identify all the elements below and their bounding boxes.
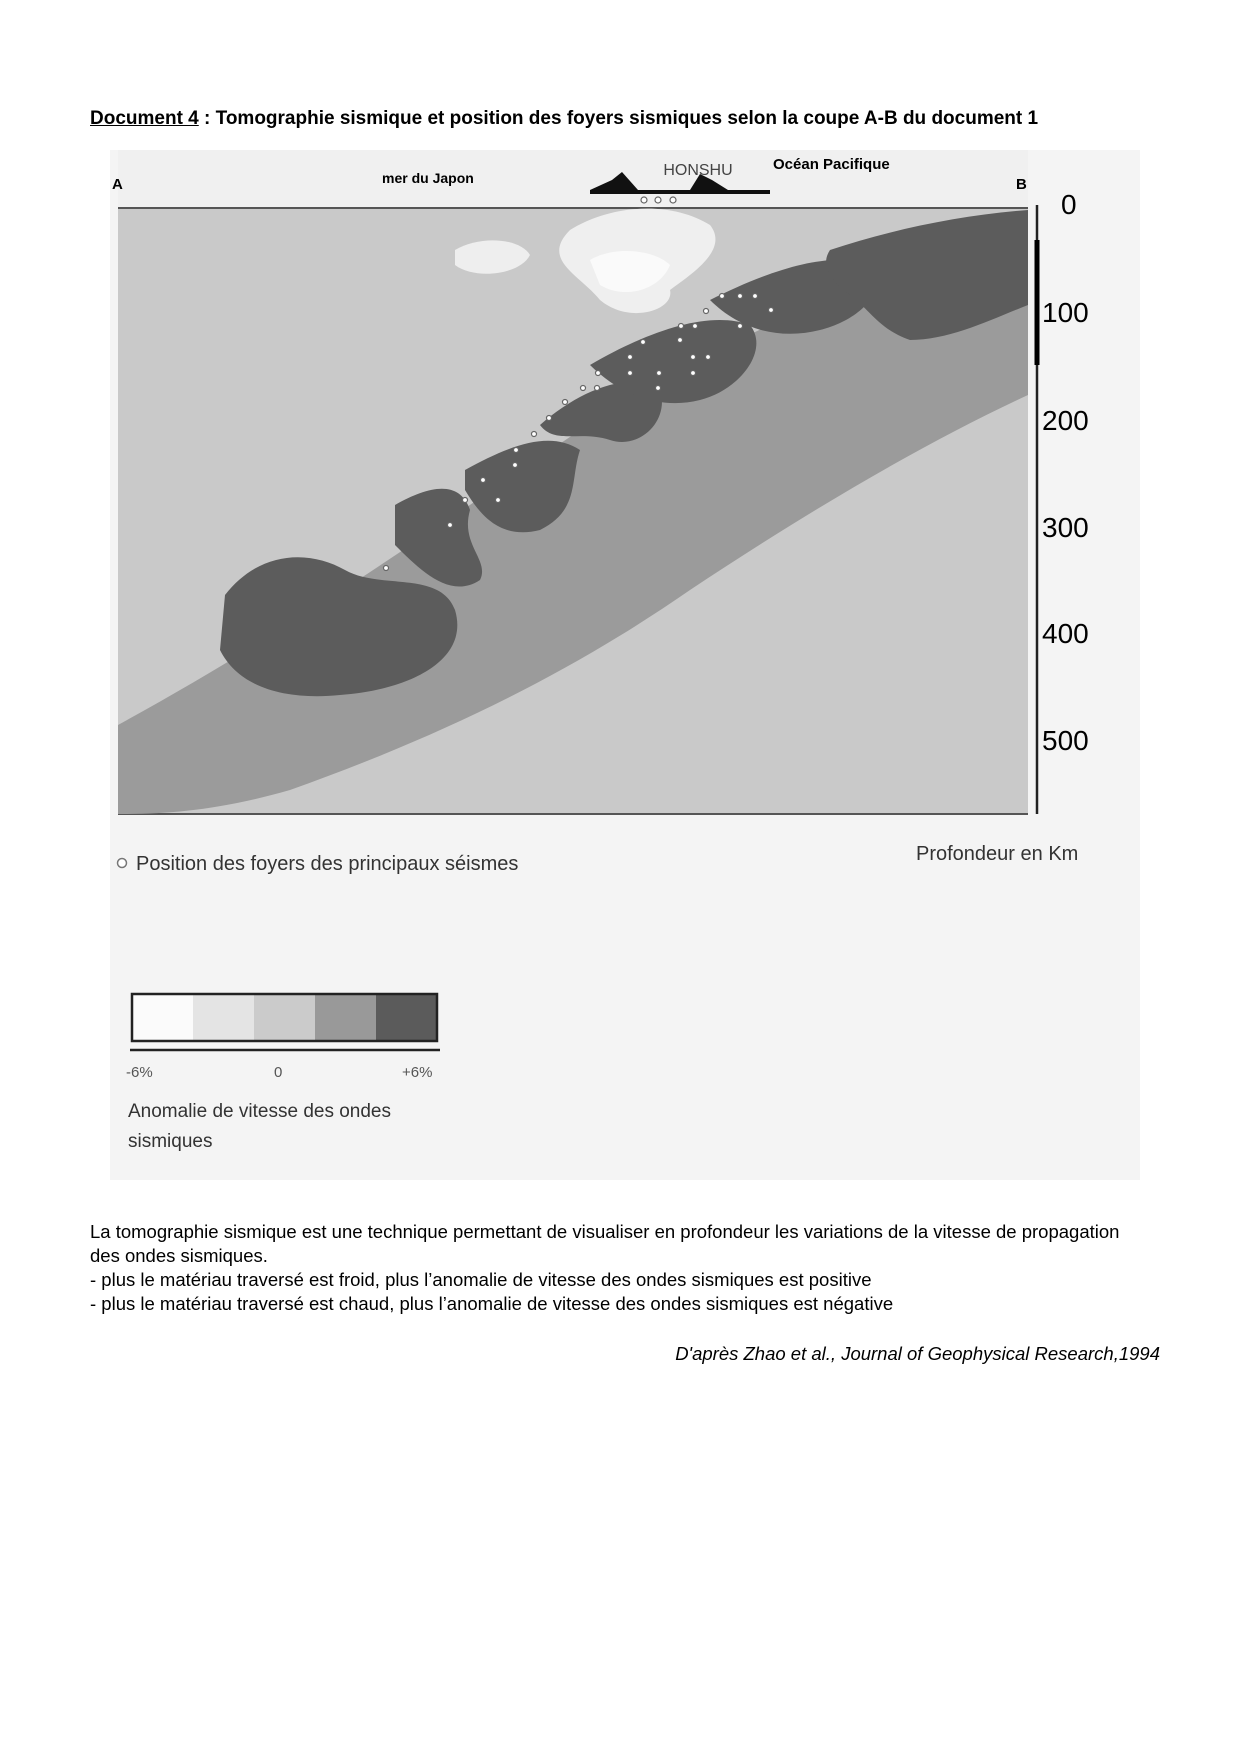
tomography-figure <box>110 150 1140 1180</box>
island-label: HONSHU <box>663 162 733 179</box>
focus-point <box>513 463 518 468</box>
focus-point <box>581 386 586 391</box>
sea-label: mer du Japon <box>382 170 474 186</box>
focus-point <box>738 294 743 299</box>
scale-swatch <box>315 994 376 1041</box>
focus-point <box>657 371 662 376</box>
explanation-text <box>90 1220 1150 1316</box>
document-title <box>90 108 1038 130</box>
focus-point <box>532 432 537 437</box>
foci-legend-icon <box>118 859 127 868</box>
focus-point <box>641 340 646 345</box>
focus-point <box>691 355 696 360</box>
focus-point <box>547 416 552 421</box>
focus-point <box>384 566 389 571</box>
focus-point <box>670 197 676 203</box>
focus-point <box>596 371 601 376</box>
foci-legend-text: Position des foyers des principaux séismes <box>136 853 519 875</box>
scale-swatch <box>193 994 254 1041</box>
paragraph: - plus le matériau traversé est froid, plus l’anomalie de vitesse des ondes sismiques est positive <box>90 1269 872 1290</box>
focus-point <box>628 371 633 376</box>
ocean-label: Océan Pacifique <box>773 156 890 173</box>
paragraph: - plus le matériau traversé est chaud, plus l’anomalie de vitesse des ondes sismiques est négative <box>90 1293 894 1314</box>
scale-caption-line1: Anomalie de vitesse des ondes <box>128 1101 391 1122</box>
document-label: Document 4 <box>90 108 199 129</box>
focus-point <box>641 197 647 203</box>
focus-point <box>769 308 774 313</box>
scale-tick-high: +6% <box>402 1064 433 1081</box>
focus-point <box>563 400 568 405</box>
focus-point <box>496 498 501 503</box>
focus-point <box>628 355 633 360</box>
depth-tick: 400 <box>1042 618 1089 649</box>
focus-point <box>655 197 661 203</box>
scale-swatch <box>132 994 193 1041</box>
depth-tick: 300 <box>1042 512 1089 543</box>
focus-point <box>738 324 743 329</box>
focus-point <box>693 324 698 329</box>
depth-tick: 0 <box>1061 189 1077 220</box>
focus-point <box>753 294 758 299</box>
focus-point <box>514 448 519 453</box>
scale-swatch <box>254 994 315 1041</box>
focus-point <box>656 386 661 391</box>
focus-point <box>679 324 684 329</box>
focus-point <box>481 478 486 483</box>
depth-unit: Profondeur en Km <box>916 843 1079 865</box>
title-text: : Tomographie sismique et position des foyers sismiques selon la coupe A-B du document 1 <box>198 108 1039 129</box>
scale-caption-line2: sismiques <box>128 1131 213 1152</box>
focus-point <box>691 371 696 376</box>
paragraph: La tomographie sismique est une technique permettant de visualiser en profondeur les variations de la vitesse de propagation des ondes sismiques. <box>90 1221 1120 1266</box>
focus-point <box>704 309 709 314</box>
focus-point <box>678 338 683 343</box>
focus-point <box>720 294 725 299</box>
focus-point <box>706 355 711 360</box>
focus-point <box>463 498 468 503</box>
depth-tick: 500 <box>1042 725 1089 756</box>
label-a: A <box>112 176 123 193</box>
focus-point <box>448 523 453 528</box>
surface-band <box>118 150 1028 208</box>
depth-tick: 200 <box>1042 405 1089 436</box>
scale-swatch <box>376 994 437 1041</box>
scale-tick-low: -6% <box>126 1064 153 1081</box>
scale-tick-zero: 0 <box>274 1064 283 1081</box>
label-b: B <box>1016 176 1027 193</box>
depth-tick: 100 <box>1042 297 1089 328</box>
velocity-scale <box>130 994 440 1050</box>
focus-point <box>595 386 600 391</box>
source-citation: D'après Zhao et al., Journal of Geophysical Research,1994 <box>675 1343 1160 1364</box>
